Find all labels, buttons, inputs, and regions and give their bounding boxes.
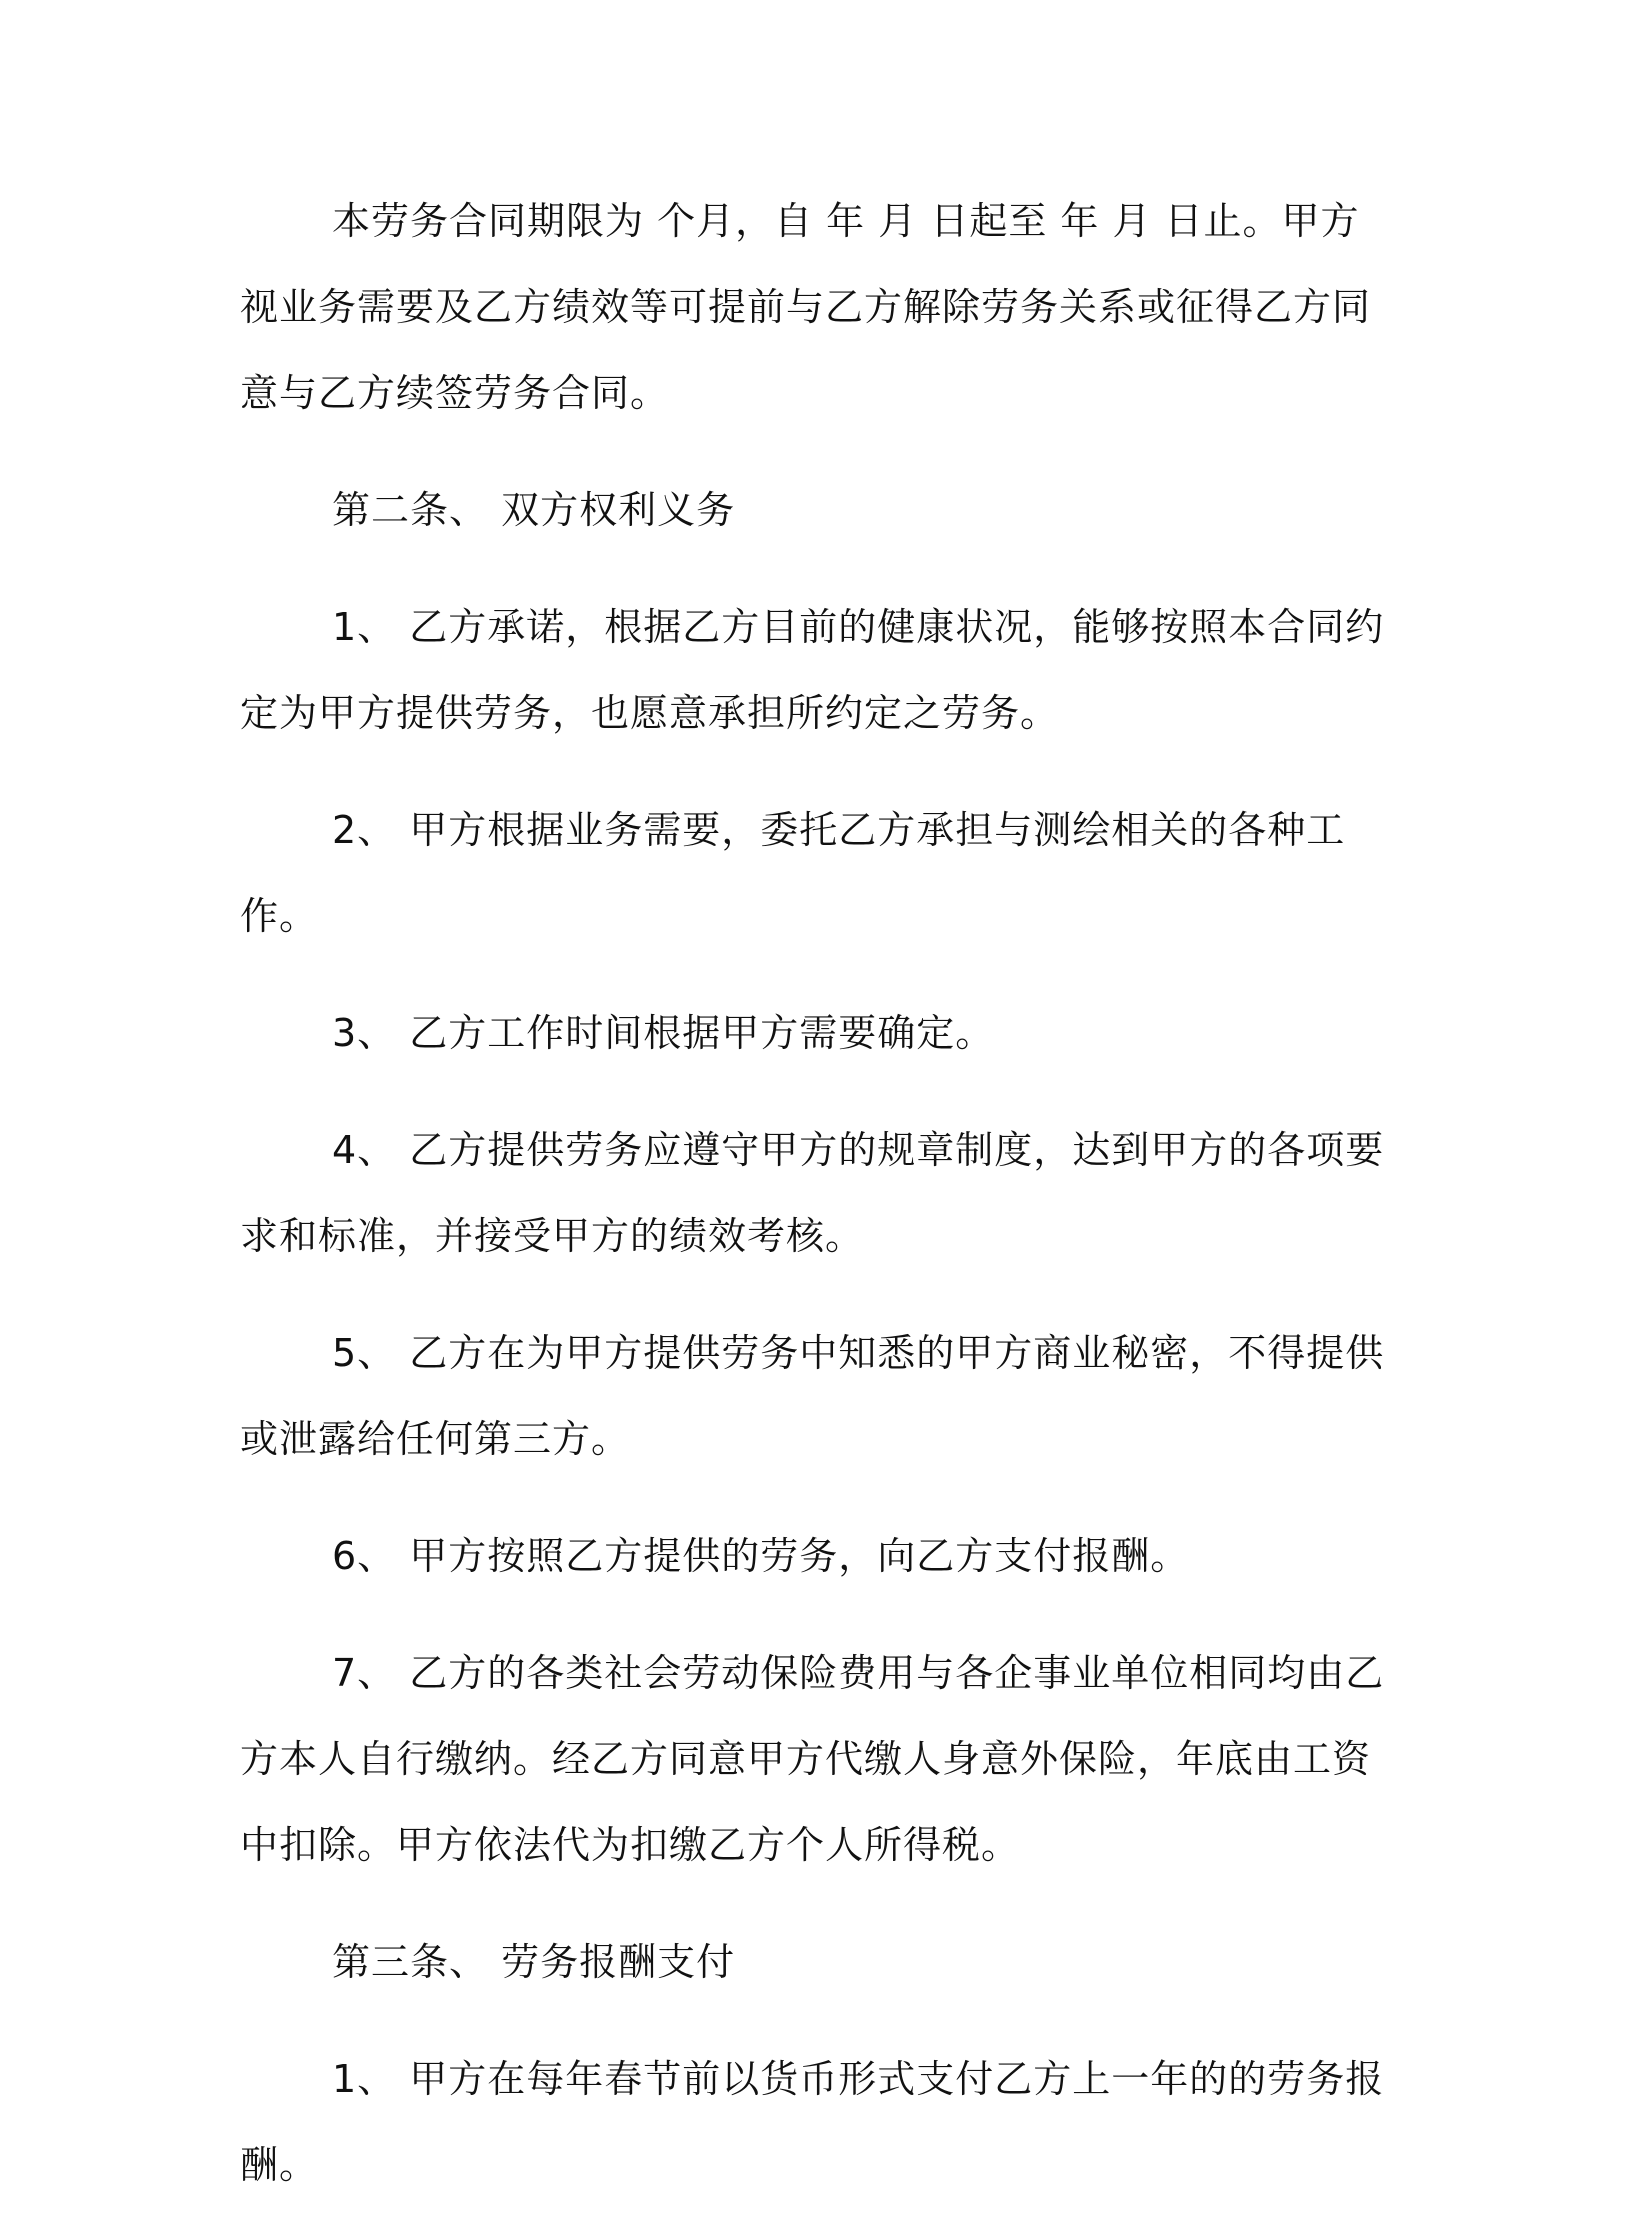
contract-term-paragraph: 本劳务合同期限为 个月，自 年 月 日起至 年 月 日止。甲方视业务需要及乙方绩效等可提前与乙方解除劳务关系或征得乙方同意与乙方续签劳务合同。: [240, 199, 1372, 415]
document-body: [240, 178, 1390, 2239]
clause-2-3: 3、 乙方工作时间根据甲方需要确定。: [332, 1011, 995, 1055]
clause-2-4: 4、 乙方提供劳务应遵守甲方的规章制度，达到甲方的各项要求和标准，并接受甲方的绩效考核。: [240, 1128, 1385, 1258]
article-three-heading: 第三条、 劳务报酬支付: [332, 1940, 736, 1984]
article-two-heading: 第二条、 双方权利义务: [332, 488, 736, 532]
clause-2-6: 6、 甲方按照乙方提供的劳务，向乙方支付报酬。: [332, 1534, 1190, 1578]
clause-2-7: 7、 乙方的各类社会劳动保险费用与各企事业单位相同均由乙方本人自行缴纳。经乙方同意甲方代缴人身意外保险，年底由工资中扣除。甲方依法代为扣缴乙方个人所得税。: [240, 1651, 1385, 1867]
clause-2-2: 2、 甲方根据业务需要，委托乙方承担与测绘相关的各种工作。: [240, 808, 1346, 938]
clause-2-5: 5、 乙方在为甲方提供劳务中知悉的甲方商业秘密，不得提供或泄露给任何第三方。: [240, 1331, 1385, 1461]
clause-3-1: 1、 甲方在每年春节前以货币形式支付乙方上一年的的劳务报酬。: [240, 2057, 1385, 2187]
clause-2-1: 1、 乙方承诺，根据乙方目前的健康状况，能够按照本合同约定为甲方提供劳务，也愿意承担所约定之劳务。: [240, 605, 1385, 735]
